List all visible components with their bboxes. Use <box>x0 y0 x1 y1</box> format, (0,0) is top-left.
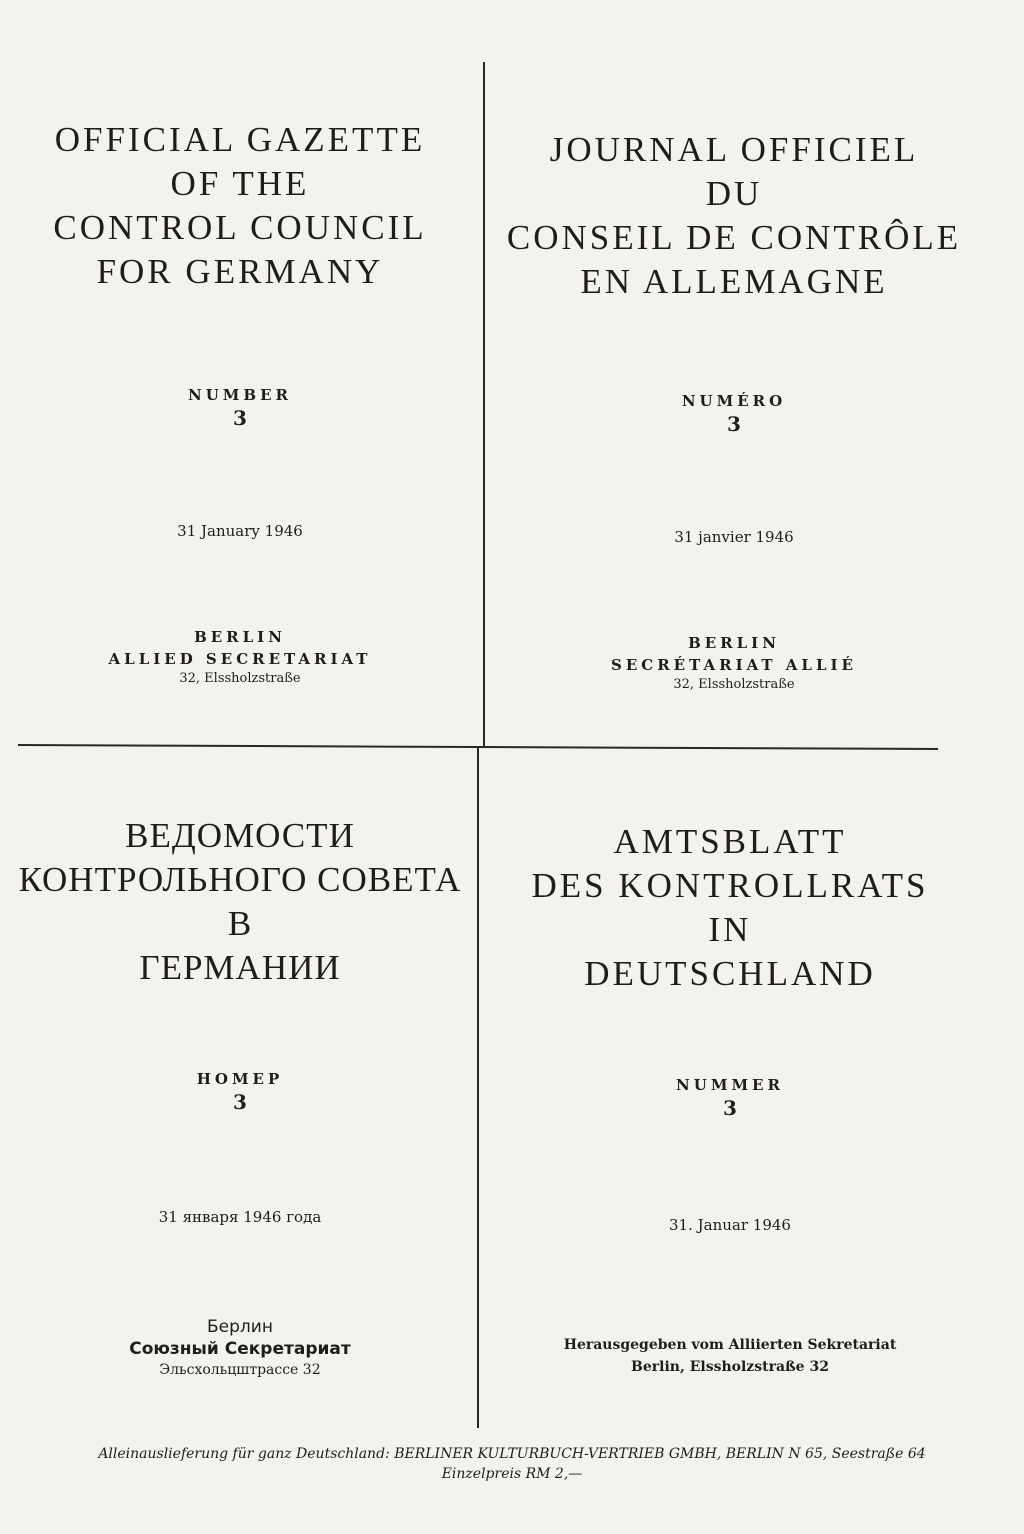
french-title <box>500 128 968 304</box>
distribution-note: Alleinauslieferung für ganz Deutschland: BERLINER KULTURBUCH-VERTRIEB GMBH, BERLIN N 65, Seestraße 64 <box>98 1446 926 1462</box>
english-title-line: OFFICIAL GAZETTE <box>54 120 426 159</box>
russian-publisher-city: Берлин <box>207 1317 273 1337</box>
distribution-footer <box>0 1444 1024 1484</box>
german-title <box>495 820 965 996</box>
russian-title-line: В <box>227 904 253 943</box>
german-title-line: AMTSBLATT <box>613 822 847 861</box>
vertical-divider-bottom <box>477 748 479 1428</box>
english-number-label: NUMBER <box>188 386 292 404</box>
vertical-divider-top <box>483 62 485 748</box>
german-section <box>495 820 965 1378</box>
german-publisher-address: Berlin, Elssholzstraße 32 <box>631 1359 829 1375</box>
english-title-line: FOR GERMANY <box>96 252 384 291</box>
french-title-line: EN ALLEMAGNE <box>580 262 888 301</box>
english-title <box>10 118 470 294</box>
english-title-line: OF THE <box>170 164 310 203</box>
english-publisher-address: 32, Elssholzstraße <box>179 671 301 686</box>
english-date: 31 January 1946 <box>177 522 303 540</box>
russian-title-line: ГЕРМАНИИ <box>139 948 341 987</box>
russian-number-label: НОМЕР <box>196 1070 284 1088</box>
russian-section <box>10 814 470 1380</box>
russian-publisher-name: Союзный Секретариат <box>129 1339 351 1359</box>
english-number: 3 <box>233 406 247 430</box>
french-title-line: JOURNAL OFFICIEL <box>549 130 919 169</box>
russian-date: 31 января 1946 года <box>158 1208 322 1226</box>
english-publisher-city: BERLIN <box>194 628 286 646</box>
french-publisher-address: 32, Elssholzstraße <box>673 677 795 692</box>
german-number-label: NUMMER <box>676 1076 784 1094</box>
price-note: Einzelpreis RM 2,— <box>441 1466 583 1482</box>
french-section <box>500 128 968 694</box>
french-publisher-city: BERLIN <box>688 634 780 652</box>
russian-title <box>10 814 470 990</box>
french-number-label: NUMÉRO <box>681 392 787 410</box>
french-number: 3 <box>727 412 741 436</box>
german-number: 3 <box>723 1096 737 1120</box>
german-title-line: DES KONTROLLRATS <box>531 866 929 905</box>
russian-title-line: ВЕДОМОСТИ <box>125 816 355 855</box>
english-publisher-name: ALLIED SECRETARIAT <box>108 650 372 668</box>
russian-publisher-address: Эльсхольцштрассе 32 <box>159 1362 321 1378</box>
english-section <box>10 118 470 688</box>
german-title-line: IN <box>708 910 752 949</box>
russian-number: 3 <box>233 1090 247 1114</box>
french-publisher-name: SECRÉTARIAT ALLIÉ <box>611 656 857 674</box>
french-title-line: CONSEIL DE CONTRÔLE <box>506 218 962 257</box>
russian-title-line: КОНТРОЛЬНОГО СОВЕТА <box>18 860 462 899</box>
french-title-line: DU <box>705 174 763 213</box>
german-date: 31. Januar 1946 <box>669 1216 791 1234</box>
french-date: 31 janvier 1946 <box>674 528 794 546</box>
english-title-line: CONTROL COUNCIL <box>53 208 427 247</box>
german-title-line: DEUTSCHLAND <box>584 954 876 993</box>
german-publisher-line: Herausgegeben vom Alliierten Sekretariat <box>563 1337 897 1353</box>
